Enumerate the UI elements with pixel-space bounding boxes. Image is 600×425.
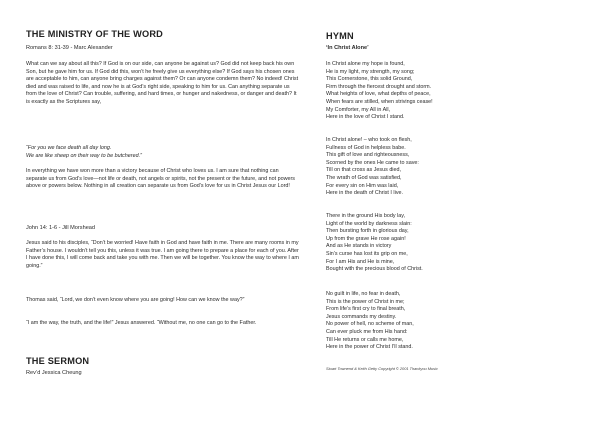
reading1-quote-line2: We are like sheep on their way to be butchered.” — [26, 153, 142, 159]
hymn-line: This is the power of Christ in me; — [326, 298, 405, 305]
hymn-line: When fears are stilled, when strivings cease! — [326, 98, 433, 105]
hymn-line: Sin’s curse has lost its grip on me, — [326, 250, 408, 257]
hymn-line: For every sin on Him was laid, — [326, 182, 399, 189]
hymn-line: And as He stands in victory — [326, 243, 392, 250]
hymn-verse-3 — [326, 213, 423, 274]
hymn-line: What heights of love, what depths of peace, — [326, 91, 431, 98]
reading2-paragraph-3: “I am the way, the truth, and the life!” Jesus answered. “Without me, no one can go to the Father. — [26, 320, 257, 326]
hymn-line: This Cornerstone, this solid Ground, — [326, 76, 413, 83]
hymn-line: Here in the power of Christ I’ll stand. — [326, 344, 413, 351]
reading2-reference: John 14: 1-6 - Jill Morshead — [26, 225, 96, 231]
hymn-copyright: Stuart Townend & Keith Getty Copyright © 2001 Thankyou Music — [326, 366, 438, 371]
reading2-paragraph-2: Thomas said, “Lord, we don’t even know where you are going! How can we know the way?” — [26, 297, 245, 303]
hymn-line: No power of hell, no scheme of man, — [326, 321, 414, 328]
reading1-reference: Romans 8: 31-39 - Marc Alexander — [26, 45, 113, 51]
hymn-line: Up from the grave He rose again! — [326, 235, 406, 242]
hymn-line: The wrath of God was satisfied, — [326, 174, 402, 181]
sermon-preacher: Rev’d Jessica Cheung — [26, 370, 82, 376]
hymn-line: Scorned by the ones He came to save: — [326, 159, 419, 166]
hymn-line: Bought with the precious blood of Christ. — [326, 266, 423, 273]
hymn-line: There in the ground His body lay, — [326, 213, 406, 219]
hymn-line: From life’s first cry to final breath, — [326, 306, 406, 313]
hymn-line: Till on that cross as Jesus died, — [326, 167, 402, 174]
reading1-paragraph-2: In everything we have won more than a victory because of Christ who loves us. I am sure that nothing can separate us from God’s love—not life or death, not angels or spirits, not the present or the future, and not powers above or powers below. Nothing in all creation can separate us from God’s love for us in Christ Jesus our Lord! — [26, 168, 295, 190]
hymn-verse-4 — [326, 291, 414, 352]
ministry-heading: THE MINISTRY OF THE WORD — [26, 29, 163, 39]
hymn-line: Till He returns or calls me home, — [326, 336, 404, 343]
hymn-line: Light of the world by darkness slain: — [326, 220, 412, 227]
hymn-line: My Comforter, my All in All, — [326, 106, 391, 113]
hymn-line: Firm through the fiercest drought and storm. — [326, 83, 432, 90]
hymn-line: Here in the death of Christ I live. — [326, 190, 404, 197]
hymn-line: Can ever pluck me from His hand: — [326, 328, 408, 335]
hymn-name: ‘In Christ Alone’ — [326, 45, 369, 51]
hymn-line: In Christ alone! – who took on flesh, — [326, 137, 412, 143]
hymn-line: Jesus commands my destiny. — [326, 313, 397, 320]
hymn-line: Then bursting forth in glorious day, — [326, 228, 409, 235]
right-page — [326, 0, 576, 425]
hymn-line: Fullness of God in helpless babe. — [326, 144, 406, 151]
left-page — [26, 0, 301, 425]
hymn-line: Here in the love of Christ I stand. — [326, 114, 405, 121]
reading1-paragraph: What can we say about all this? If God is on our side, can anyone be against us? God did not keep back his own Son, but he gave him for us. If God did this, won’t he freely give us everything else? If God says his chosen ones are acceptable to him, can anyone bring charges against them? Or can anyone condemn them? No indeed! Christ died and was raised to life, and now he is at God’s right side, speaking to him for us. Can anything separate us from the love of Christ? Can trouble, suffering, and hard times, or hunger and nakedness, or danger and death? It is exactly as the Scriptures say, — [26, 61, 299, 105]
hymn-verse-1 — [326, 61, 433, 122]
reading1-quote-line1: “For you we face death all day long. — [26, 145, 112, 151]
hymn-line: He is my light, my strength, my song; — [326, 68, 415, 75]
hymn-line: In Christ alone my hope is found, — [326, 61, 405, 67]
sermon-heading: THE SERMON — [26, 356, 90, 366]
hymn-verse-2 — [326, 137, 419, 198]
hymn-line: For I am His and He is mine, — [326, 258, 395, 265]
hymn-heading: HYMN — [326, 31, 354, 41]
reading2-paragraph: Jesus said to his disciples, “Don’t be worried! Have faith in God and have faith in me. There are many rooms in my Father’s house. I wouldn’t tell you this, unless it was true. I am going there to prepare a place for each of you. After I have done this, I will come back and take you with me. Then we will be together. You know the way to where I am going.” — [26, 240, 299, 269]
hymn-line: This gift of love and righteousness, — [326, 152, 410, 159]
hymn-line: No guilt in life, no fear in death, — [326, 291, 401, 297]
